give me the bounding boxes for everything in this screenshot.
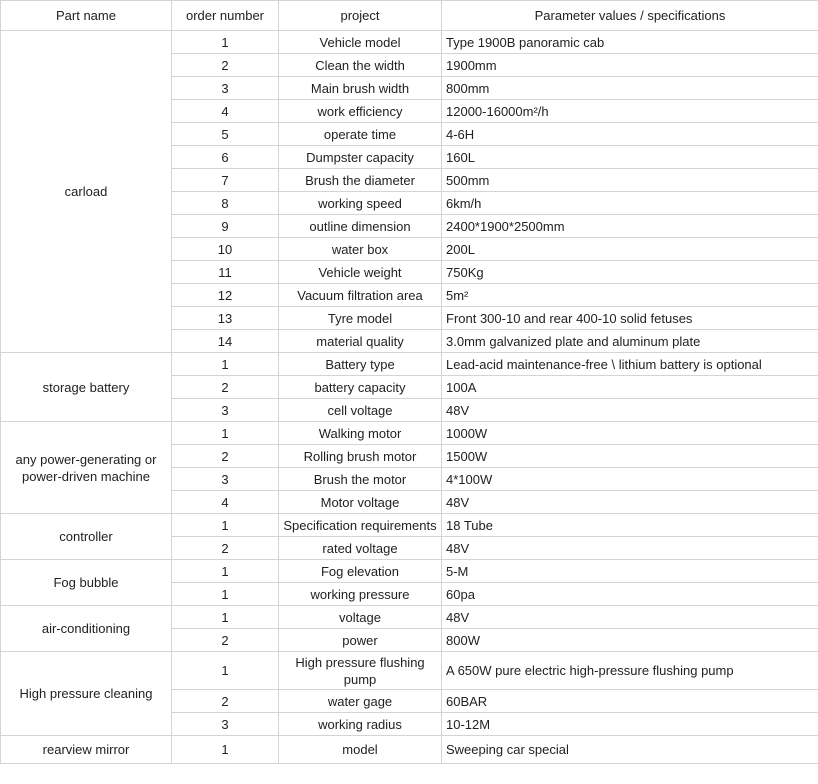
- order-number-cell: 12: [172, 284, 279, 307]
- order-number-cell: 5: [172, 123, 279, 146]
- order-number-cell: 11: [172, 261, 279, 284]
- value-cell: A 650W pure electric high-pressure flushing pump: [442, 652, 818, 690]
- project-cell: rated voltage: [279, 537, 442, 560]
- order-number-cell: 2: [172, 690, 279, 713]
- value-cell: 1900mm: [442, 54, 818, 77]
- order-number-cell: 10: [172, 238, 279, 261]
- project-cell: battery capacity: [279, 376, 442, 399]
- table-row: [1, 353, 818, 376]
- value-cell: 4*100W: [442, 468, 818, 491]
- project-cell: operate time: [279, 123, 442, 146]
- header-part-name: Part name: [1, 1, 172, 31]
- project-cell: working speed: [279, 192, 442, 215]
- order-number-cell: 14: [172, 330, 279, 353]
- part-name-cell: High pressure cleaning: [1, 652, 172, 736]
- order-number-cell: 13: [172, 307, 279, 330]
- value-cell: 160L: [442, 146, 818, 169]
- value-cell: 3.0mm galvanized plate and aluminum plate: [442, 330, 818, 353]
- order-number-cell: 1: [172, 583, 279, 606]
- value-cell: 60BAR: [442, 690, 818, 713]
- project-cell: Rolling brush motor: [279, 445, 442, 468]
- project-cell: material quality: [279, 330, 442, 353]
- table-row: [1, 31, 818, 54]
- part-name-cell: storage battery: [1, 353, 172, 422]
- project-cell: Specification requirements: [279, 514, 442, 537]
- order-number-cell: 1: [172, 606, 279, 629]
- value-cell: 800mm: [442, 77, 818, 100]
- table-row: [1, 514, 818, 537]
- value-cell: Lead-acid maintenance-free \ lithium battery is optional: [442, 353, 818, 376]
- order-number-cell: 1: [172, 353, 279, 376]
- value-cell: 48V: [442, 606, 818, 629]
- order-number-cell: 2: [172, 54, 279, 77]
- project-cell: water box: [279, 238, 442, 261]
- project-cell: voltage: [279, 606, 442, 629]
- value-cell: 6km/h: [442, 192, 818, 215]
- value-cell: 18 Tube: [442, 514, 818, 537]
- project-cell: Vacuum filtration area: [279, 284, 442, 307]
- value-cell: 48V: [442, 491, 818, 514]
- value-cell: 60pa: [442, 583, 818, 606]
- value-cell: 200L: [442, 238, 818, 261]
- project-cell: cell voltage: [279, 399, 442, 422]
- order-number-cell: 7: [172, 169, 279, 192]
- order-number-cell: 2: [172, 376, 279, 399]
- value-cell: 5m²: [442, 284, 818, 307]
- part-name-cell: rearview mirror: [1, 736, 172, 764]
- value-cell: 100A: [442, 376, 818, 399]
- order-number-cell: 1: [172, 736, 279, 764]
- project-cell: Brush the diameter: [279, 169, 442, 192]
- order-number-cell: 1: [172, 560, 279, 583]
- value-cell: 48V: [442, 537, 818, 560]
- value-cell: 500mm: [442, 169, 818, 192]
- value-cell: 48V: [442, 399, 818, 422]
- part-name-cell: any power-generating or power-driven machine: [1, 422, 172, 514]
- part-name-cell: carload: [1, 31, 172, 353]
- order-number-cell: 3: [172, 713, 279, 736]
- project-cell: Dumpster capacity: [279, 146, 442, 169]
- table-row: [1, 422, 818, 445]
- part-name-cell: controller: [1, 514, 172, 560]
- order-number-cell: 3: [172, 468, 279, 491]
- value-cell: 5-M: [442, 560, 818, 583]
- order-number-cell: 6: [172, 146, 279, 169]
- value-cell: Front 300-10 and rear 400-10 solid fetuses: [442, 307, 818, 330]
- header-parameter-values: Parameter values / specifications: [442, 1, 818, 31]
- order-number-cell: 1: [172, 31, 279, 54]
- project-cell: Main brush width: [279, 77, 442, 100]
- value-cell: 1000W: [442, 422, 818, 445]
- header-row: [1, 1, 818, 31]
- value-cell: 2400*1900*2500mm: [442, 215, 818, 238]
- project-cell: working pressure: [279, 583, 442, 606]
- project-cell: Motor voltage: [279, 491, 442, 514]
- part-name-cell: air-conditioning: [1, 606, 172, 652]
- header-order-number: order number: [172, 1, 279, 31]
- part-name-cell: Fog bubble: [1, 560, 172, 606]
- value-cell: Sweeping car special: [442, 736, 818, 764]
- project-cell: Walking motor: [279, 422, 442, 445]
- table-row: [1, 736, 818, 764]
- order-number-cell: 2: [172, 537, 279, 560]
- project-cell: Clean the width: [279, 54, 442, 77]
- project-cell: High pressure flushing pump: [279, 652, 442, 690]
- order-number-cell: 9: [172, 215, 279, 238]
- order-number-cell: 4: [172, 491, 279, 514]
- table-row: [1, 606, 818, 629]
- order-number-cell: 4: [172, 100, 279, 123]
- table-row: [1, 560, 818, 583]
- project-cell: Vehicle weight: [279, 261, 442, 284]
- value-cell: Type 1900B panoramic cab: [442, 31, 818, 54]
- project-cell: Battery type: [279, 353, 442, 376]
- project-cell: Vehicle model: [279, 31, 442, 54]
- project-cell: Tyre model: [279, 307, 442, 330]
- project-cell: model: [279, 736, 442, 764]
- project-cell: Fog elevation: [279, 560, 442, 583]
- header-project: project: [279, 1, 442, 31]
- value-cell: 10-12M: [442, 713, 818, 736]
- order-number-cell: 2: [172, 445, 279, 468]
- project-cell: working radius: [279, 713, 442, 736]
- value-cell: 1500W: [442, 445, 818, 468]
- order-number-cell: 8: [172, 192, 279, 215]
- value-cell: 800W: [442, 629, 818, 652]
- project-cell: work efficiency: [279, 100, 442, 123]
- value-cell: 4-6H: [442, 123, 818, 146]
- order-number-cell: 1: [172, 422, 279, 445]
- table-row: [1, 652, 818, 690]
- order-number-cell: 1: [172, 652, 279, 690]
- order-number-cell: 3: [172, 399, 279, 422]
- order-number-cell: 1: [172, 514, 279, 537]
- order-number-cell: 3: [172, 77, 279, 100]
- value-cell: 12000-16000m²/h: [442, 100, 818, 123]
- project-cell: water gage: [279, 690, 442, 713]
- order-number-cell: 2: [172, 629, 279, 652]
- project-cell: power: [279, 629, 442, 652]
- project-cell: Brush the motor: [279, 468, 442, 491]
- value-cell: 750Kg: [442, 261, 818, 284]
- project-cell: outline dimension: [279, 215, 442, 238]
